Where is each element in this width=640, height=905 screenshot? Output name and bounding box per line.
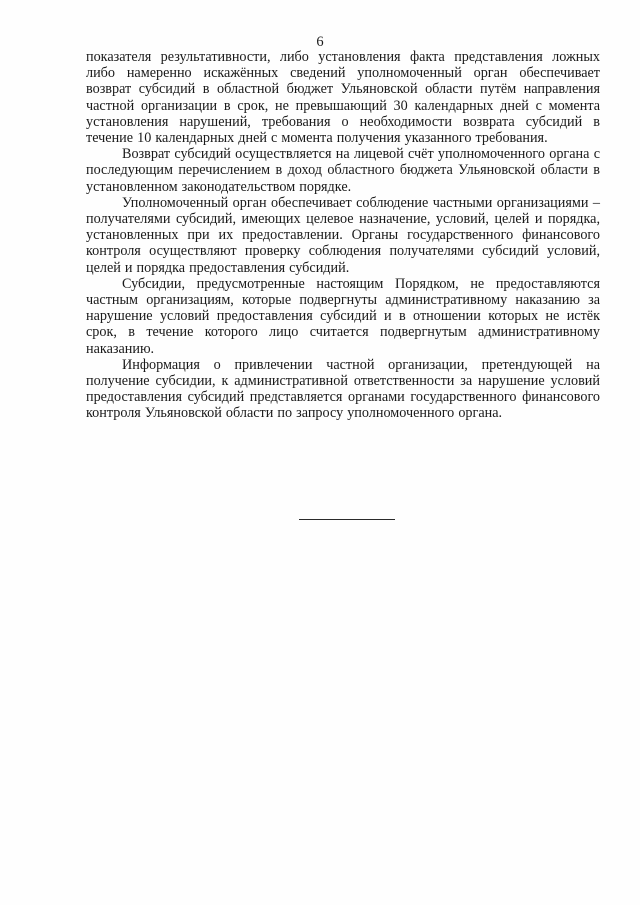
paragraph-compliance-control: Уполномоченный орган обеспечивает соблюдение частными организациями – получателями субсидий, имеющих целевое назначение, условий, целей и порядка, установленных при их предоставлении. Органы государственного финансового контроля осуществляют проверку соблюдения получателями субсидий условий, целей и порядка предоставления субсидий. — [86, 194, 600, 276]
paragraph-liability-information: Информация о привлечении частной организации, претендующей на получение субсидии, к административной ответственности за нарушение условий предоставления субсидий представляется органами государственного финансового контроля Ульяновской области по запросу уполномоченного органа. — [86, 356, 600, 422]
body-text — [86, 49, 600, 422]
end-separator-line — [299, 519, 395, 520]
paragraph-sanctioned-organizations: Субсидии, предусмотренные настоящим Порядком, не предоставляются частным организациям, которые подвергнуты административному наказанию за нарушение условий предоставления субсидий и в отношении которых не истёк срок, в течение которого лицо считается подвергнутым административному наказанию. — [86, 275, 600, 357]
paragraph-refund-procedure: показателя результативности, либо установления факта представления ложных либо намеренно искажённых сведений уполномоченный орган обеспечивает возврат субсидий в областной бюджет Ульяновской области путём направления частной организации в срок, не превышающий 30 календарных дней с момента установления нарушений, требования о необходимости возврата субсидий в течение 10 календарных дней с момента получения указанного требования. — [86, 49, 600, 147]
paragraph-refund-account: Возврат субсидий осуществляется на лицевой счёт уполномоченного органа с последующим перечислением в доход областного бюджета Ульяновской области в установленном законодательством порядке. — [86, 146, 600, 195]
page-number: 6 — [316, 34, 324, 50]
